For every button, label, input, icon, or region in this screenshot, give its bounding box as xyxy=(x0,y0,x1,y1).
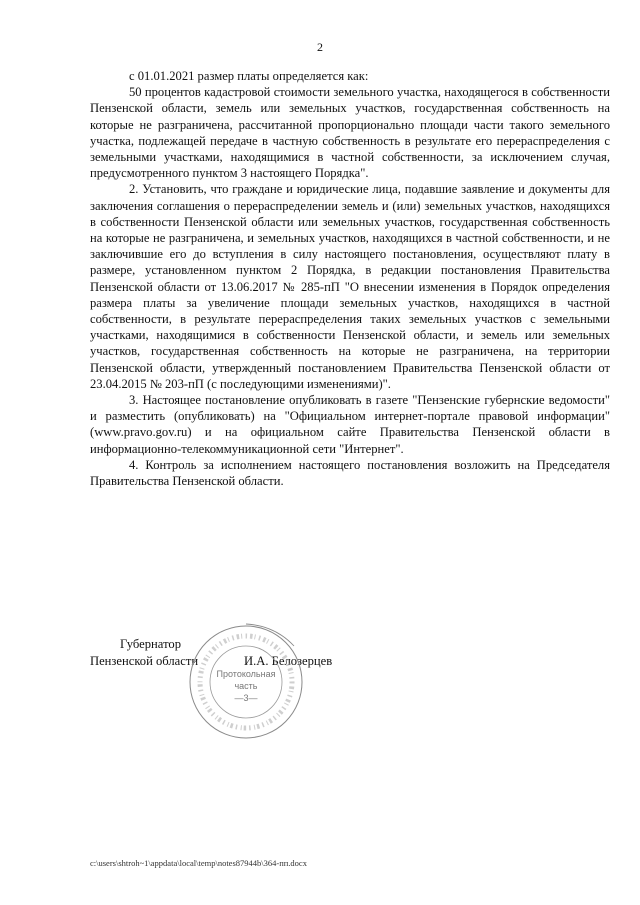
seal-inner-text xyxy=(204,668,288,704)
page-number: 2 xyxy=(317,40,323,54)
paragraph-fee-rule: 50 процентов кадастровой стоимости земельного участка, находящегося в собственности Пензенской области, земель или земельных участков, государственная собственность на которые не разграничена, рассчитанной пропорционально площади части такого земельного участка, подлежащей передаче в частную собственность в результате его перераспределения с земельными участками, находящимися в частной собственности, за исключением случая, предусмотренного пунктом 3 настоящего Порядка". xyxy=(90,85,610,181)
official-seal xyxy=(186,622,306,742)
signature-role-line-1: Губернатор xyxy=(120,637,181,651)
paragraph-intro: с 01.01.2021 размер платы определяется как: xyxy=(129,69,369,83)
seal-line-3: —3— xyxy=(234,693,258,703)
document-body xyxy=(90,68,610,489)
paragraph-item-3: 3. Настоящее постановление опубликовать в газете "Пензенские губернские ведомости" и разместить (опубликовать) на "Официальном интернет-портале правовой информации" (www.pravo.gov.ru) и на официальном сайте Правительства Пензенской области в информационно-телекоммуникационной сети "Интернет". xyxy=(90,393,610,456)
signature-role-line-2: Пензенской области xyxy=(90,654,199,668)
paragraph-item-2: 2. Установить, что граждане и юридические лица, подавшие заявление и документы для заключения соглашения о перераспределении земель и (или) земельных участков, находящихся в собственности Пензенской области или земельных участков, государственная собственность на которые не разграничена, и земельных участков, находящихся в частной собственности, и не заключившие его до вступления в силу настоящего постановления, осуществляют плату в размере, установленном пунктом 2 Порядка, в редакции постановления Правительства Пензенской области от 13.06.2017 № 285-пП "О внесении изменения в Порядок определения размера платы за увеличение площади земельных участков, находящихся в частной собственности, в результате перераспределения таких земельных участков с земельными участками, находящимися в собственности Пензенской области, и земель или земельных участков, государственная собственность на которые не разграничена, на территории Пензенской области, утвержденный постановлением Правительства Пензенской области от 23.04.2015 № 203-пП (с последующими изменениями)". xyxy=(90,182,610,391)
seal-line-1: Протокольная xyxy=(216,669,276,679)
paragraph-item-4: 4. Контроль за исполнением настоящего постановления возложить на Председателя Правительства Пензенской области. xyxy=(90,457,610,489)
signatory-name: И.А. Белозерцев xyxy=(244,654,333,668)
seal-line-2: часть xyxy=(234,681,258,691)
footer-file-path: c:\users\shtroh~1\appdata\local\temp\notes87944b\364-пп.docx xyxy=(90,858,307,868)
